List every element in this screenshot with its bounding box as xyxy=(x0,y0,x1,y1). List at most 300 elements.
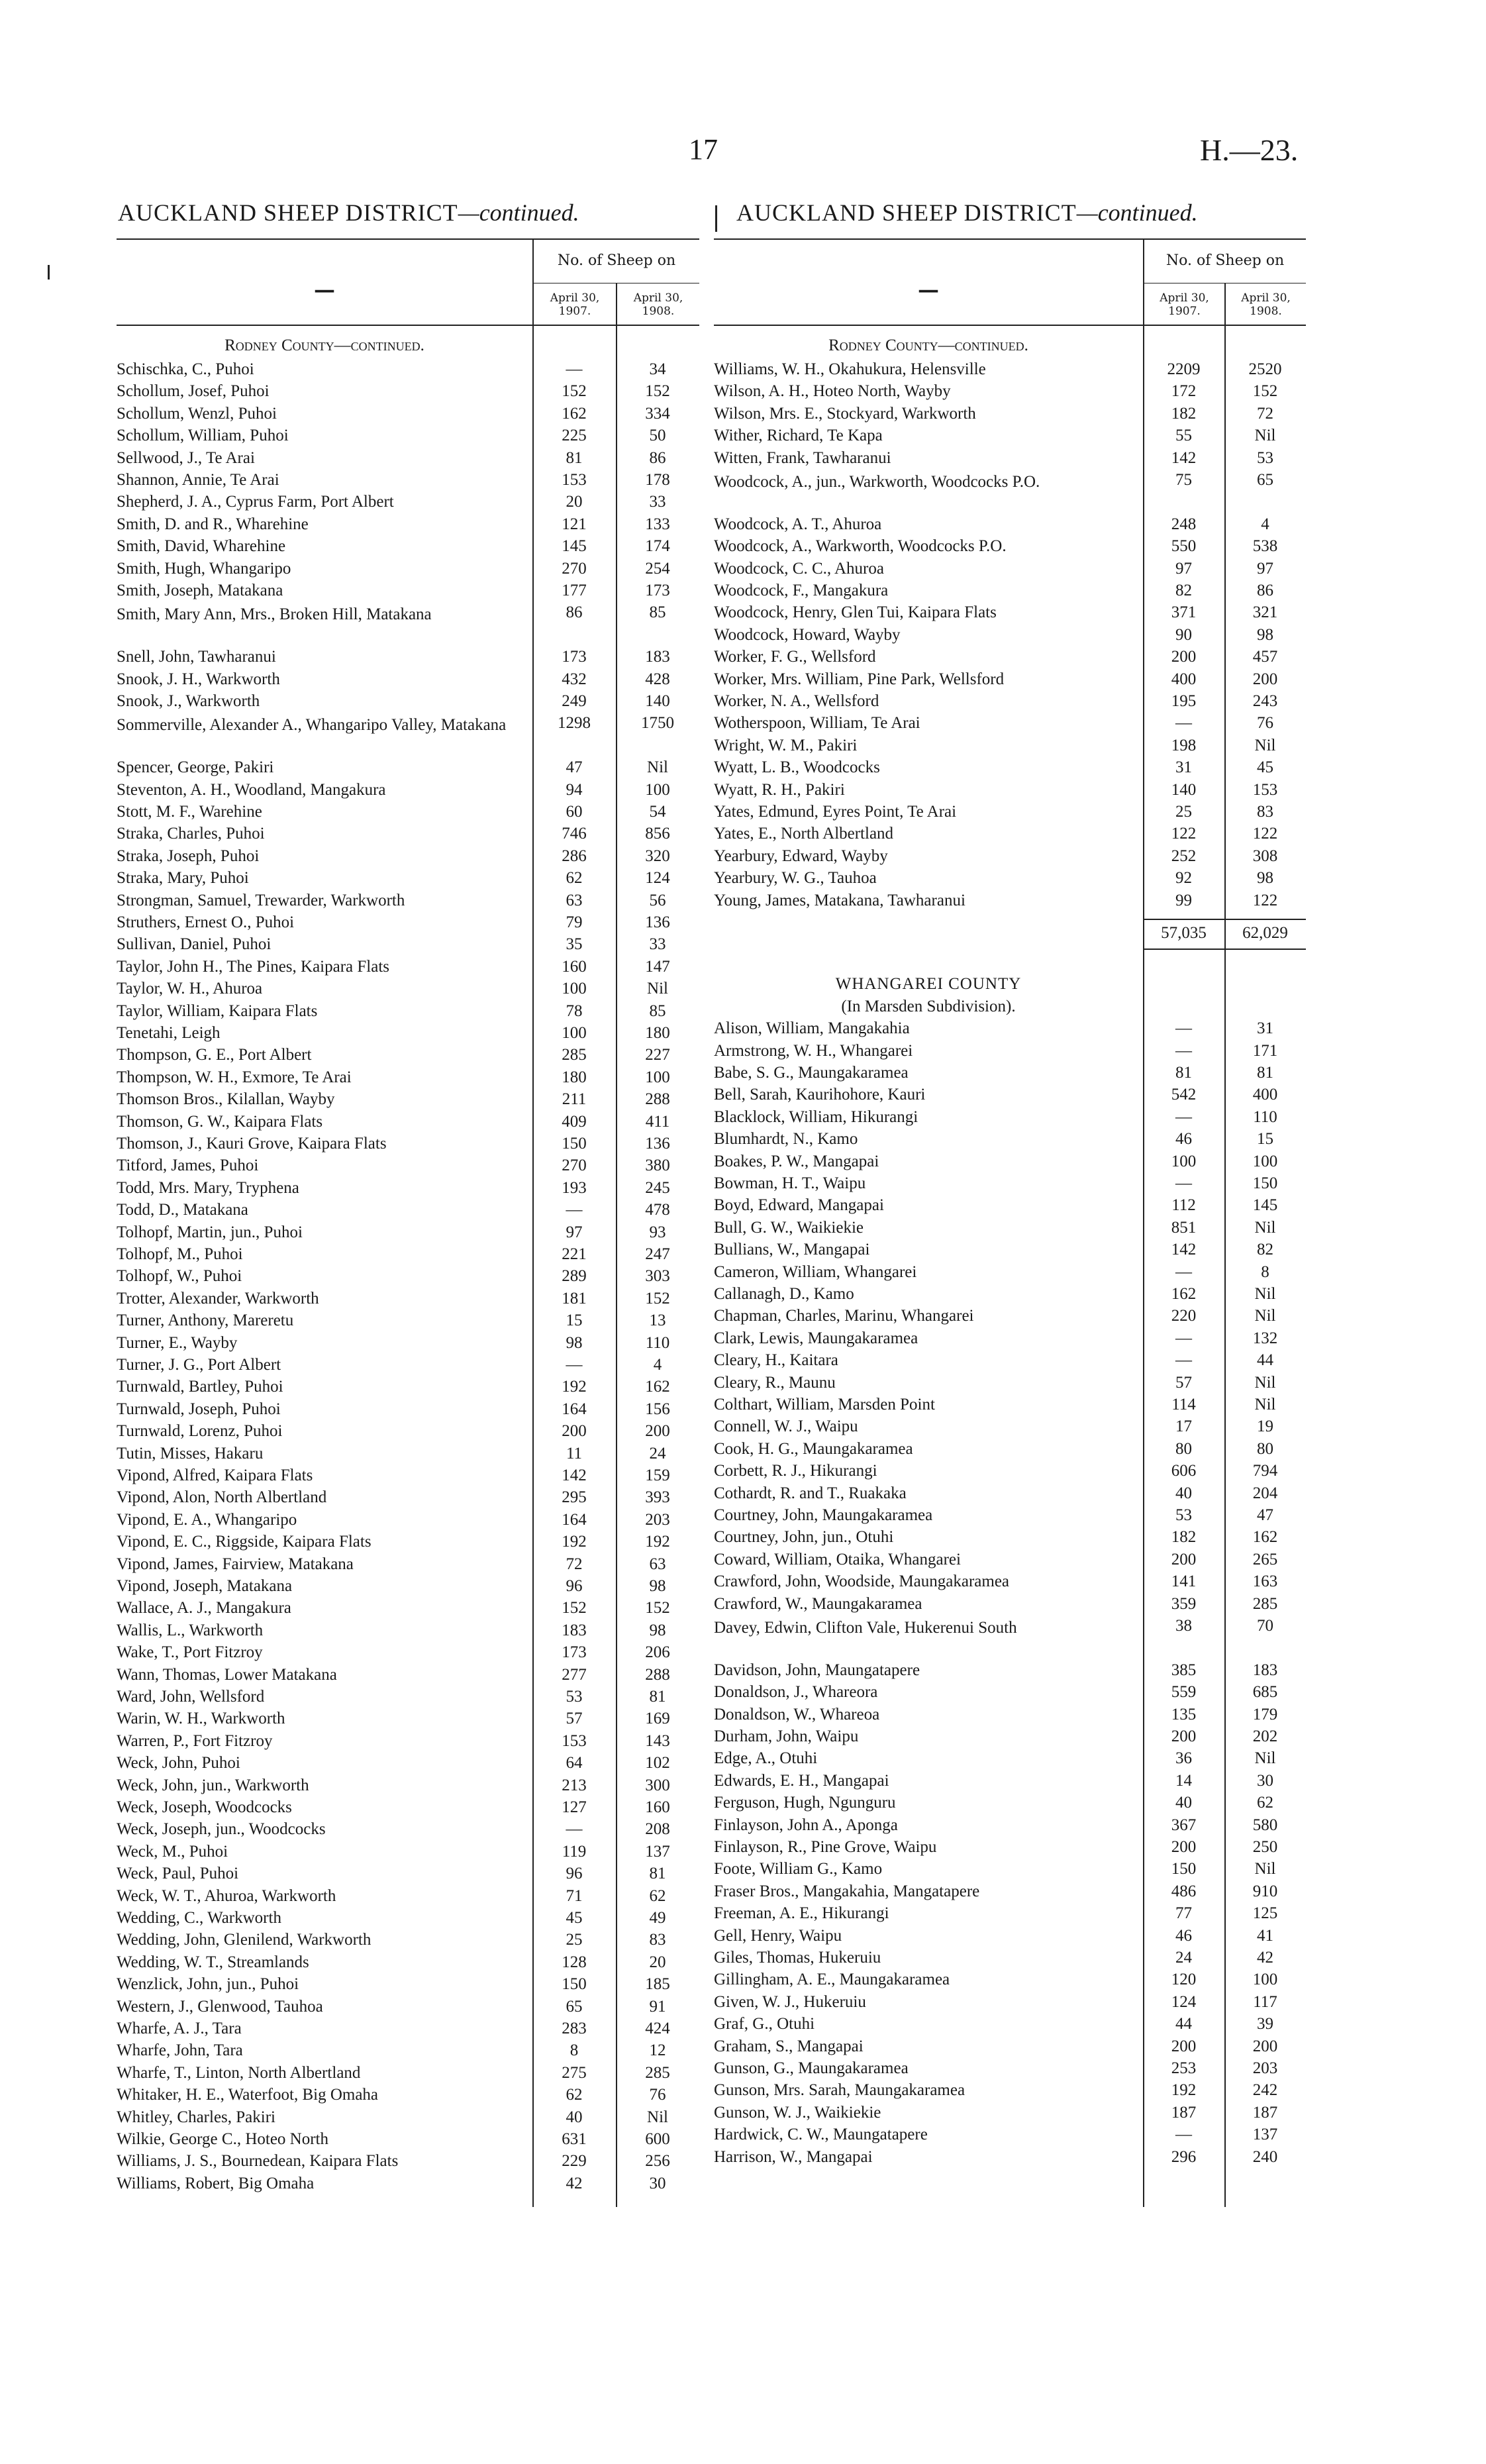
right-row-1908: Nil xyxy=(1254,736,1276,754)
right-row-name: Yates, E., North Albertland xyxy=(714,825,894,843)
whangarei-row-name: Blacklock, William, Hikurangi xyxy=(714,1107,918,1126)
right-row-name: Worker, N. A., Wellsford xyxy=(714,692,879,710)
whangarei-row-name: Gunson, W. J., Waikiekie xyxy=(714,2103,881,2122)
left-row-1907: 173 xyxy=(562,1643,587,1662)
whangarei-row-1907: 112 xyxy=(1171,1196,1196,1215)
left-row-name: Wharfe, John, Tara xyxy=(117,2041,243,2060)
left-row-1908: 30 xyxy=(649,2174,666,2192)
whangarei-row-name: Boakes, P. W., Mangapai xyxy=(714,1152,879,1170)
left-row-name: Wann, Thomas, Lower Matakana xyxy=(117,1665,337,1684)
whangarei-row-1908: 265 xyxy=(1252,1550,1278,1568)
right-row-1907: 172 xyxy=(1171,382,1197,401)
whangarei-row-1907: — xyxy=(1175,1107,1192,1126)
whangarei-row-1908: 82 xyxy=(1257,1241,1273,1259)
left-row-name: Smith, David, Wharehine xyxy=(117,537,286,556)
left-row-1907: 97 xyxy=(566,1223,583,1241)
whangarei-row-1908: 19 xyxy=(1257,1417,1273,1436)
right-row-1907: — xyxy=(1175,714,1192,733)
whangarei-row-1907: — xyxy=(1175,1351,1192,1370)
whangarei-row-1908: 110 xyxy=(1253,1107,1277,1126)
left-row-1907: 86 xyxy=(566,603,583,622)
whangarei-row-1907: 182 xyxy=(1171,1528,1197,1547)
left-row-1908: 428 xyxy=(645,670,670,688)
left-row-1907: — xyxy=(566,1356,583,1374)
right-title-text: AUCKLAND SHEEP DISTRICT xyxy=(736,199,1077,226)
left-row-1908: 100 xyxy=(645,780,670,799)
left-row-1908: 34 xyxy=(649,360,666,378)
left-row-name: Turnwald, Lorenz, Puhoi xyxy=(117,1422,283,1441)
whangarei-row-name: Courtney, John, jun., Otuhi xyxy=(714,1528,894,1547)
whangarei-row-1907: 296 xyxy=(1171,2147,1197,2166)
right-row-name: Wilson, Mrs. E., Stockyard, Warkworth xyxy=(714,404,976,423)
right-row-name: Yearbury, Edward, Wayby xyxy=(714,847,888,865)
left-row-1907: 221 xyxy=(562,1245,587,1263)
whangarei-row-1907: 162 xyxy=(1171,1285,1197,1303)
left-title-suffix: —continued. xyxy=(458,199,579,226)
left-row-1908: 110 xyxy=(645,1333,670,1352)
left-table-header xyxy=(117,238,699,326)
whangarei-row-name: Alison, William, Mangakahia xyxy=(714,1019,910,1038)
right-row-1908: 538 xyxy=(1252,537,1278,556)
whangarei-row-name: Chapman, Charles, Marinu, Whangarei xyxy=(714,1307,974,1325)
whangarei-row-name: Armstrong, W. H., Whangarei xyxy=(714,1041,913,1060)
whangarei-row-1907: 77 xyxy=(1175,1904,1192,1923)
left-row-1907: 152 xyxy=(562,382,587,401)
left-row-1908: 162 xyxy=(645,1378,670,1396)
left-row-1908: 143 xyxy=(645,1731,670,1750)
whangarei-row-name: Davey, Edwin, Clifton Vale, Hukerenui South xyxy=(714,1619,1017,1637)
left-row-name: Smith, Hugh, Whangaripo xyxy=(117,559,291,578)
left-row-1907: 283 xyxy=(562,2020,587,2037)
left-row-1907: 40 xyxy=(566,2108,583,2126)
whangarei-row-1908: 200 xyxy=(1252,2037,1278,2055)
left-row-1907: 295 xyxy=(562,1488,587,1507)
left-row-name: Turner, Anthony, Mareretu xyxy=(117,1311,294,1330)
left-row-1908: 33 xyxy=(649,935,666,954)
right-row-1907: 182 xyxy=(1171,404,1197,423)
whangarei-row-1908: Nil xyxy=(1254,1749,1276,1768)
whangarei-row-1907: 53 xyxy=(1175,1506,1192,1524)
left-row-1908: 285 xyxy=(645,2063,670,2082)
left-row-1907: 180 xyxy=(562,1068,587,1086)
left-row-1907: 177 xyxy=(562,582,587,599)
left-row-1908: 152 xyxy=(645,1289,670,1308)
whangarei-row-1907: 851 xyxy=(1171,1218,1197,1237)
whangarei-subheading: (In Marsden Subdivision). xyxy=(841,997,1016,1015)
right-row-1908: 86 xyxy=(1257,582,1273,599)
whangarei-row-name: Giles, Thomas, Hukeruiu xyxy=(714,1949,881,1967)
left-row-name: Shannon, Annie, Te Arai xyxy=(117,471,279,489)
left-row-name: Straka, Mary, Puhoi xyxy=(117,869,249,888)
right-row-name: Wright, W. M., Pakiri xyxy=(714,736,858,754)
left-row-name: Strongman, Samuel, Trewarder, Warkworth xyxy=(117,891,405,909)
left-row-name: Weck, Paul, Puhoi xyxy=(117,1865,239,1883)
left-row-1907: 72 xyxy=(566,1555,583,1573)
left-row-1907: 145 xyxy=(562,537,587,556)
left-row-1908: 136 xyxy=(645,913,670,931)
left-row-1908: 178 xyxy=(645,471,670,489)
right-row-name: Williams, W. H., Okahukura, Helensville xyxy=(714,360,986,378)
left-row-1907: 60 xyxy=(566,803,583,821)
left-row-1907: 270 xyxy=(562,1156,587,1175)
whangarei-row-1907: 150 xyxy=(1171,1860,1197,1878)
whangarei-row-1908: 204 xyxy=(1252,1484,1278,1502)
right-row-name: Woodcock, A., jun., Warkworth, Woodcocks P.O. xyxy=(714,473,1040,491)
whangarei-row-name: Cameron, William, Whangarei xyxy=(714,1262,917,1281)
left-row-name: Whitley, Charles, Pakiri xyxy=(117,2108,275,2126)
whangarei-row-name: Clark, Lewis, Maungakaramea xyxy=(714,1329,918,1347)
right-header-april-1908 xyxy=(1224,283,1306,327)
whangarei-row-name: Durham, John, Waipu xyxy=(714,1727,859,1745)
left-row-name: Thompson, W. H., Exmore, Te Arai xyxy=(117,1068,352,1086)
left-row-1907: 62 xyxy=(566,2086,583,2104)
whangarei-row-1908: 132 xyxy=(1252,1329,1278,1347)
left-row-1908: 300 xyxy=(645,1776,670,1794)
whangarei-row-name: Cleary, H., Kaitara xyxy=(714,1351,838,1370)
left-row-name: Wenzlick, John, jun., Puhoi xyxy=(117,1975,299,1994)
whangarei-row-name: Boyd, Edward, Mangapai xyxy=(714,1196,884,1215)
right-row-name: Worker, Mrs. William, Pine Park, Wellsford xyxy=(714,670,1005,688)
left-row-1907: 11 xyxy=(566,1444,583,1463)
whangarei-row-1907: 57 xyxy=(1175,1373,1192,1392)
left-header-april-1907 xyxy=(532,283,616,327)
left-row-1907: 64 xyxy=(566,1754,583,1772)
left-row-1907: 78 xyxy=(566,1001,583,1020)
left-row-1908: 185 xyxy=(645,1975,670,1994)
whangarei-row-name: Freeman, A. E., Hikurangi xyxy=(714,1904,889,1923)
total-1908: 62,029 xyxy=(1242,924,1288,942)
right-row-1907: 371 xyxy=(1171,603,1197,622)
left-table xyxy=(117,238,699,2192)
left-row-1907: 270 xyxy=(562,559,587,578)
whangarei-row-1908: 285 xyxy=(1252,1594,1278,1613)
left-row-name: Steventon, A. H., Woodland, Mangakura xyxy=(117,780,386,799)
left-row-1908: 13 xyxy=(649,1311,666,1330)
whangarei-row-1907: 38 xyxy=(1175,1617,1192,1635)
right-row-1908: 321 xyxy=(1252,603,1278,622)
left-row-1907: 153 xyxy=(562,471,587,489)
whangarei-row-1907: 135 xyxy=(1171,1705,1197,1723)
left-row-1908: 136 xyxy=(645,1135,670,1153)
right-apr2-l1: April 30, xyxy=(1241,291,1291,305)
right-row-name: Wither, Richard, Te Kapa xyxy=(714,427,883,445)
right-row-name: Woodcock, F., Mangakura xyxy=(714,582,889,599)
left-row-1907: 286 xyxy=(562,847,587,865)
left-row-1907: 65 xyxy=(566,1997,583,2016)
whangarei-row-1907: 17 xyxy=(1175,1417,1192,1436)
left-row-name: Vipond, James, Fairview, Matakana xyxy=(117,1555,354,1573)
right-row-1907: 90 xyxy=(1175,625,1192,644)
left-row-name: Schollum, William, Puhoi xyxy=(117,427,289,445)
left-apr2-l1: April 30, xyxy=(633,291,683,305)
left-row-1908: 192 xyxy=(645,1533,670,1551)
right-row-1907: 55 xyxy=(1175,427,1192,445)
whangarei-row-1908: 125 xyxy=(1252,1904,1278,1923)
whangarei-row-1907: 192 xyxy=(1171,2081,1197,2100)
left-section-title xyxy=(118,199,579,227)
right-row-1908: 98 xyxy=(1257,869,1273,888)
whangarei-row-1907: 141 xyxy=(1171,1572,1197,1591)
left-row-1908: 411 xyxy=(645,1112,670,1131)
left-row-1907: 193 xyxy=(562,1178,587,1197)
left-row-1908: 380 xyxy=(645,1156,670,1175)
left-row-name: Tolhopf, Martin, jun., Puhoi xyxy=(117,1223,303,1241)
whangarei-row-name: Foote, William G., Kamo xyxy=(714,1860,883,1878)
right-apr1-l2: 1907. xyxy=(1168,305,1201,318)
whangarei-row-1907: — xyxy=(1175,1019,1192,1038)
left-row-name: Wharfe, A. J., Tara xyxy=(117,2020,242,2037)
whangarei-row-1907: — xyxy=(1175,2126,1192,2144)
right-row-1908: 53 xyxy=(1257,448,1273,467)
left-row-name: Tolhopf, M., Puhoi xyxy=(117,1245,243,1263)
left-row-1907: 225 xyxy=(562,427,587,445)
whangarei-row-1907: 40 xyxy=(1175,1794,1192,1812)
whangarei-row-name: Edge, A., Otuhi xyxy=(714,1749,818,1768)
left-row-1907: 96 xyxy=(566,1577,583,1595)
left-row-1907: 119 xyxy=(562,1842,587,1861)
right-row-name: Woodcock, Howard, Wayby xyxy=(714,625,901,644)
left-row-1908: 83 xyxy=(649,1931,666,1949)
right-table-header xyxy=(714,238,1306,326)
right-row-1908: 2520 xyxy=(1248,360,1282,378)
left-row-1908: Nil xyxy=(647,2108,668,2126)
left-row-1907: 152 xyxy=(562,1599,587,1617)
whangarei-row-1908: 62 xyxy=(1257,1794,1273,1812)
left-row-name: Vipond, E. C., Riggside, Kaipara Flats xyxy=(117,1533,372,1551)
whangarei-row-name: Courtney, John, Maungakaramea xyxy=(714,1506,933,1524)
left-row-name: Wake, T., Port Fitzroy xyxy=(117,1643,263,1662)
whangarei-row-name: Connell, W. J., Waipu xyxy=(714,1417,858,1436)
left-row-1908: 56 xyxy=(649,891,666,909)
left-row-1908: 256 xyxy=(645,2152,670,2171)
whangarei-row-1908: 44 xyxy=(1257,1351,1273,1370)
right-row-1908: 152 xyxy=(1252,382,1278,401)
left-row-1907: 15 xyxy=(566,1311,583,1330)
whangarei-row-1907: 100 xyxy=(1171,1152,1197,1170)
right-row-1908: 308 xyxy=(1252,847,1278,865)
left-row-1907: 277 xyxy=(562,1665,587,1684)
left-row-1907: 160 xyxy=(562,957,587,976)
left-row-name: Trotter, Alexander, Warkworth xyxy=(117,1289,319,1308)
whangarei-row-1907: 606 xyxy=(1171,1462,1197,1480)
left-row-name: Weck, John, jun., Warkworth xyxy=(117,1776,309,1794)
left-row-1907: 53 xyxy=(566,1688,583,1706)
left-row-1908: 4 xyxy=(653,1356,662,1374)
left-row-1907: 211 xyxy=(562,1090,587,1109)
right-row-name: Wotherspoon, William, Te Arai xyxy=(714,714,920,733)
left-row-1908: 1750 xyxy=(641,714,674,733)
left-row-1908: 156 xyxy=(645,1400,670,1418)
left-row-1907: 213 xyxy=(562,1776,587,1794)
left-apr2-l2: 1908. xyxy=(642,305,675,318)
left-row-name: Weck, M., Puhoi xyxy=(117,1842,228,1861)
left-row-name: Wedding, C., Warkworth xyxy=(117,1909,281,1927)
whangarei-row-1907: — xyxy=(1175,1329,1192,1347)
left-row-1908: 81 xyxy=(649,1688,666,1706)
left-row-1908: 93 xyxy=(649,1223,666,1241)
left-row-1908: 203 xyxy=(645,1510,670,1529)
whangarei-row-1907: 24 xyxy=(1175,1949,1192,1967)
left-row-1907: 35 xyxy=(566,935,583,954)
left-row-name: Turner, J. G., Port Albert xyxy=(117,1356,281,1374)
whangarei-row-1908: 400 xyxy=(1252,1086,1278,1104)
right-row-1907: 82 xyxy=(1175,582,1192,599)
whangarei-row-name: Ferguson, Hugh, Ngunguru xyxy=(714,1794,896,1812)
left-row-name: Tutin, Misses, Hakaru xyxy=(117,1444,264,1463)
whangarei-row-name: Hardwick, C. W., Maungatapere xyxy=(714,2126,928,2144)
left-row-name: Wharfe, T., Linton, North Albertland xyxy=(117,2063,361,2082)
left-row-1907: 62 xyxy=(566,869,583,888)
left-row-name: Warren, P., Fort Fitzroy xyxy=(117,1731,273,1750)
left-row-1908: 85 xyxy=(649,1001,666,1020)
right-apr2-l2: 1908. xyxy=(1250,305,1282,318)
whangarei-row-1908: 8 xyxy=(1261,1262,1269,1281)
whangarei-row-name: Callanagh, D., Kamo xyxy=(714,1285,854,1303)
left-row-1907: 42 xyxy=(566,2174,583,2192)
left-row-1907: — xyxy=(566,360,583,378)
whangarei-row-1908: 137 xyxy=(1252,2126,1278,2144)
left-row-1907: 100 xyxy=(562,1024,587,1042)
left-row-1908: 85 xyxy=(649,603,666,622)
right-header-no-of-sheep: No. of Sheep on xyxy=(1143,240,1306,283)
left-row-1908: 174 xyxy=(645,537,670,556)
whangarei-row-1907: 14 xyxy=(1175,1771,1192,1790)
left-row-1908: 100 xyxy=(645,1068,670,1086)
right-row-1908: 65 xyxy=(1257,471,1273,489)
whangarei-row-name: Given, W. J., Hukeruiu xyxy=(714,1992,866,2011)
whangarei-row-1908: 31 xyxy=(1257,1019,1273,1038)
left-row-name: Wedding, John, Glenilend, Warkworth xyxy=(117,1931,372,1949)
left-row-name: Vipond, Joseph, Matakana xyxy=(117,1577,293,1595)
left-row-1908: 288 xyxy=(645,1665,670,1684)
left-row-1907: 631 xyxy=(562,2130,587,2148)
whangarei-row-1908: 162 xyxy=(1252,1528,1278,1547)
whangarei-row-1908: 250 xyxy=(1252,1838,1278,1856)
whangarei-row-1908: 794 xyxy=(1252,1462,1278,1480)
right-row-1907: 248 xyxy=(1171,515,1197,533)
whangarei-row-1907: 200 xyxy=(1171,2037,1197,2055)
whangarei-row-1908: 39 xyxy=(1257,2015,1273,2033)
whangarei-row-name: Bowman, H. T., Waipu xyxy=(714,1174,866,1192)
whangarei-row-1907: 200 xyxy=(1171,1550,1197,1568)
left-row-1908: 33 xyxy=(649,493,666,511)
whangarei-row-1908: 117 xyxy=(1253,1992,1277,2011)
right-row-1907: 31 xyxy=(1175,758,1192,777)
totals-rule xyxy=(1143,919,1306,920)
whangarei-row-name: Donaldson, W., Whareoa xyxy=(714,1705,880,1723)
left-row-1907: 192 xyxy=(562,1378,587,1396)
right-table xyxy=(714,238,1306,2166)
left-row-1907: 20 xyxy=(566,493,583,511)
right-apr1-l1: April 30, xyxy=(1160,291,1209,305)
whangarei-row-name: Harrison, W., Mangapai xyxy=(714,2147,873,2166)
whangarei-row-name: Gell, Henry, Waipu xyxy=(714,1926,842,1945)
right-row-1908: 153 xyxy=(1252,780,1278,799)
whangarei-row-name: Graf, G., Otuhi xyxy=(714,2015,815,2033)
whangarei-row-1908: 240 xyxy=(1252,2147,1278,2166)
right-row-1907: 122 xyxy=(1171,825,1197,843)
left-row-1908: 140 xyxy=(645,692,670,710)
right-row-1908: Nil xyxy=(1254,427,1276,445)
left-row-1908: 24 xyxy=(649,1444,666,1463)
whangarei-row-1907: 200 xyxy=(1171,1838,1197,1856)
right-row-1908: 72 xyxy=(1257,404,1273,423)
whangarei-row-1908: 70 xyxy=(1257,1617,1273,1635)
left-row-name: Schollum, Wenzl, Puhoi xyxy=(117,404,277,423)
left-row-1907: 200 xyxy=(562,1422,587,1441)
whangarei-row-1908: 685 xyxy=(1252,1683,1278,1702)
left-row-name: Spencer, George, Pakiri xyxy=(117,758,274,777)
left-row-1907: 229 xyxy=(562,2152,587,2171)
left-row-1908: Nil xyxy=(647,758,668,777)
whangarei-row-name: Finlayson, John A., Aponga xyxy=(714,1816,898,1834)
whangarei-row-name: Graham, S., Mangapai xyxy=(714,2037,864,2055)
left-row-name: Tenetahi, Leigh xyxy=(117,1024,221,1042)
left-row-1907: 150 xyxy=(562,1135,587,1153)
left-row-name: Turnwald, Bartley, Puhoi xyxy=(117,1378,283,1396)
whangarei-row-name: Colthart, William, Marsden Point xyxy=(714,1396,935,1413)
left-row-1908: 50 xyxy=(649,427,666,445)
whangarei-row-1908: 100 xyxy=(1252,1971,1278,1989)
left-row-1907: 150 xyxy=(562,1975,587,1994)
right-title-suffix: —continued. xyxy=(1076,199,1198,226)
left-row-1908: 393 xyxy=(645,1488,670,1507)
whangarei-row-1907: 46 xyxy=(1175,1926,1192,1945)
left-row-1908: 137 xyxy=(645,1842,670,1861)
left-row-1908: 76 xyxy=(649,2086,666,2104)
left-row-1907: 162 xyxy=(562,404,587,423)
left-row-name: Wallis, L., Warkworth xyxy=(117,1621,264,1639)
left-row-1907: 192 xyxy=(562,1533,587,1551)
left-row-1908: 227 xyxy=(645,1046,670,1064)
right-row-1908: 45 xyxy=(1257,758,1273,777)
whangarei-row-1908: 242 xyxy=(1252,2081,1278,2100)
left-row-name: Vipond, E. A., Whangaripo xyxy=(117,1510,297,1529)
left-row-1907: 289 xyxy=(562,1267,587,1286)
whangarei-row-1907: — xyxy=(1175,1262,1192,1281)
left-row-1908: 424 xyxy=(645,2020,670,2037)
right-row-1907: 142 xyxy=(1171,448,1197,467)
right-row-1908: 200 xyxy=(1252,670,1278,688)
left-row-name: Smith, Mary Ann, Mrs., Broken Hill, Matakana xyxy=(117,605,432,624)
right-row-1907: 75 xyxy=(1175,471,1192,489)
left-row-1907: 432 xyxy=(562,670,587,688)
left-row-name: Thomson, J., Kauri Grove, Kaipara Flats xyxy=(117,1135,387,1153)
left-row-name: Taylor, W. H., Ahuroa xyxy=(117,980,263,998)
left-row-name: Snook, J. H., Warkworth xyxy=(117,670,280,688)
whangarei-row-name: Cleary, R., Maunu xyxy=(714,1373,836,1392)
left-row-1907: 409 xyxy=(562,1112,587,1131)
left-row-name: Thomson, G. W., Kaipara Flats xyxy=(117,1112,323,1131)
whangarei-row-1908: Nil xyxy=(1254,1396,1276,1413)
whangarei-row-1907: 46 xyxy=(1175,1130,1192,1149)
whangarei-row-1908: 202 xyxy=(1252,1727,1278,1745)
left-row-1908: 159 xyxy=(645,1466,670,1484)
left-row-name: Struthers, Ernest O., Puhoi xyxy=(117,913,295,931)
whangarei-row-1908: 163 xyxy=(1252,1572,1278,1591)
right-row-name: Woodcock, A., Warkworth, Woodcocks P.O. xyxy=(714,537,1007,556)
left-row-1908: 160 xyxy=(645,1798,670,1816)
left-row-1907: 1298 xyxy=(558,714,591,733)
left-row-name: Ward, John, Wellsford xyxy=(117,1688,265,1706)
whangarei-row-1908: 80 xyxy=(1257,1439,1273,1458)
left-row-1907: 121 xyxy=(562,515,587,533)
left-row-1908: 206 xyxy=(645,1643,670,1662)
right-row-name: Woodcock, C. C., Ahuroa xyxy=(714,559,884,578)
left-row-name: Smith, Joseph, Matakana xyxy=(117,582,283,599)
whangarei-row-1907: 385 xyxy=(1171,1661,1197,1679)
left-row-name: Vipond, Alfred, Kaipara Flats xyxy=(117,1466,313,1484)
